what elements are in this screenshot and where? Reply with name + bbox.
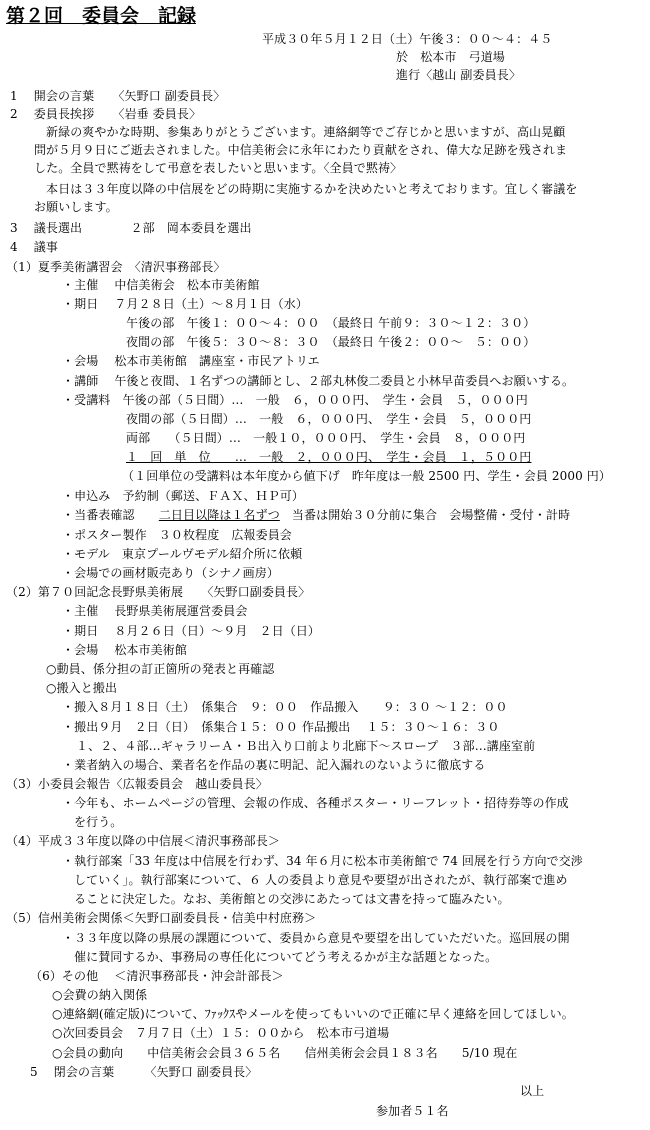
- s1-lecturer: ・講師 午後と夜間、１名ずつの講師とし、２部丸林俊二委員と小林早苗委員へお願いする。: [62, 374, 575, 388]
- s1-duty-detail: 当番は開始３０分前に集合 会場整備・受付・計時: [279, 508, 571, 522]
- s2-venue: ・会場 松本市美術館: [62, 643, 187, 657]
- s1-afternoon: 午後の部 午後１：００〜４：００ （最終日 午前９：３０〜１２：３０）: [126, 316, 536, 330]
- s4-line: ・執行部案「33 年度は中信展を行わず、34 年６月に松本市美術館で 74 回展を行う方向で交渉: [62, 854, 583, 868]
- s5-line: ・３３年度以降の県展の課題について、委員から意見や要望を出していただいた。巡回展の開: [62, 931, 570, 945]
- s1-period: ・期日 ７月２８日（土）〜８月１日（水）: [62, 297, 308, 311]
- s4-line: していく」。執行部案について、６ 人の委員より意見や要望が出されたが、執行部案で進め: [74, 873, 568, 887]
- s1-fee-row: 夜間の部（５日間）… 一般 ６，０００円、 学生・会員 ５，０００円: [126, 412, 532, 426]
- s2-label-note: ・業者納入の場合、業者名を作品の裏に明記、記入漏れのないように徹底する: [62, 758, 486, 772]
- page-title: 第２回 委員会 記録: [6, 5, 197, 27]
- s2-carry-in: ・搬入８月１８日（土） 係集合 ９：００ 作品搬入 ９：３０ 〜１２：００: [62, 700, 508, 714]
- section-1-heading: （1）夏季美術講習会 〈清沢事務部長〉: [6, 260, 226, 274]
- s1-evening: 夜間の部 午後５：３０〜８：３０ （最終日 午後２：００〜 ５：００）: [126, 335, 536, 349]
- s1-duty-emphasis: 二日目以降は１名ずつ: [158, 508, 280, 522]
- s1-poster: ・ポスター製作 ３０枚程度 広報委員会: [62, 528, 292, 542]
- attendee-count: 参加者５１名: [376, 1104, 449, 1118]
- item-chair-greeting: 2 委員長挨拶 〈岩垂 委員長〉: [10, 107, 202, 121]
- s1-venue: ・会場 松本市美術館 講座室・市民アトリエ: [62, 354, 320, 368]
- greeting-line: お願いします。: [34, 200, 118, 214]
- s3-line: ・今年も、ホームページの管理、会報の作成、各種ポスター・リーフレット・招待券等の作成: [62, 796, 569, 810]
- item-chair-election: 3 議長選出 ２部 岡本委員を選出: [10, 221, 252, 235]
- s6-fee: ○会費の納入関係: [52, 988, 148, 1002]
- section-2-heading: （2）第７０回記念長野県美術展 〈矢野口副委員長〉: [6, 585, 311, 599]
- s1-sale: ・会場での画材販売あり（シナノ画房）: [62, 566, 279, 580]
- s6-members: ○会員の動向 中信美術会会員３６５名 信州美術会会員１８３名 5/10 現在: [52, 1046, 518, 1060]
- s3-line: を行う。: [74, 815, 123, 829]
- s1-fee-row: 両部 （５日間）… 一般１０，０００円、 学生・会員 ８，０００円: [126, 431, 526, 445]
- s2-carry-out: ・搬出９月 ２日（日） 係集合１５：００ 作品搬出 １５：３０〜１６：３０: [62, 720, 500, 734]
- item-closing: 5 閉会の言葉 〈矢野口 副委員長〉: [30, 1065, 258, 1079]
- section-3-heading: （3）小委員会報告〈広報委員会 越山委員長〉: [6, 777, 268, 791]
- s2-mobilization: ○動員、係分担の訂正箇所の発表と再確認: [46, 662, 275, 676]
- item-opening: 1 開会の言葉 〈矢野口 副委員長〉: [10, 89, 226, 103]
- s1-fee-row: ・受講料 午後の部（５日間）… 一般 ６，０００円、 学生・会員 ５，０００円: [62, 393, 528, 407]
- s1-duty-label: ・当番表確認: [62, 508, 159, 522]
- s6-next-meeting: ○次回委員会 ７月７日（土）１５：００から 松本市弓道場: [52, 1026, 390, 1040]
- section-6-heading: （6）その他 ＜清沢事務部長・沖会計部長＞: [30, 969, 284, 983]
- item-agenda: 4 議事: [10, 240, 58, 254]
- greeting-line: 問が５月９日にご逝去されました。中信美術会に永年にわたり貢献をされ、偉大な足跡を残されま: [34, 143, 568, 157]
- s1-model: ・モデル 東京プールヴモデル紹介所に依頼: [62, 547, 303, 561]
- s1-fee-note: （１回単位の受講料は本年度から値下げ 昨年度は一般 2500 円、学生・会員 2000 円）: [122, 469, 611, 483]
- s4-line: ることに決定した。なお、美術館との交渉にあたっては文書を持って臨みたい。: [74, 892, 510, 906]
- s2-carry: ○搬入と搬出: [46, 681, 118, 695]
- meeting-date: 平成３０年５月１２日（土）午後３：００〜４：４５: [262, 32, 553, 46]
- s5-line: 催に賛同するか、事務局の専任化についてどう考えるかが主な話題となった。: [74, 950, 498, 964]
- s1-duty: [62, 506, 570, 524]
- meeting-venue: 於 松本市 弓道場: [396, 50, 505, 64]
- greeting-line: した。全員で黙祷をして弔意を表したいと思います。〈全員で黙祷〉: [34, 161, 403, 175]
- section-5-heading: （5）信州美術会関係＜矢野口副委員長・信美中村庶務＞: [6, 911, 317, 925]
- greeting-line: 本日は３３年度以降の中信展をどの時期に実施するかを決めたいと考えております。宜しく審議を: [46, 182, 578, 196]
- s6-contact: ○連絡網(確定版)について、ﾌｧｯｸｽやメールを使ってもいいので正確に早く連絡を回してほしい。: [52, 1007, 574, 1021]
- end-mark: 以上: [520, 1084, 545, 1098]
- s2-route: １、２、４部…ギャラリーＡ・Ｂ出入り口前より北廊下〜スロープ ３部…講座室前: [76, 739, 536, 753]
- section-4-heading: （4）平成３３年度以降の中信展＜清沢事務部長＞: [6, 834, 280, 848]
- greeting-line: 新緑の爽やかな時期、参集ありがとうございます。連絡網等でご存じかと思いますが、高山晃顧: [46, 125, 566, 139]
- s2-host: ・主催 長野県美術展運営委員会: [62, 604, 248, 618]
- s1-fee-row: １ 回 単 位 … 一般 ２，０００円、 学生・会員 １，５００円: [126, 450, 532, 464]
- meeting-chair: 進行〈越山 副委員長〉: [396, 68, 521, 82]
- s2-period: ・期日 ８月２６日（日）〜９月 ２日（日）: [62, 624, 321, 638]
- s1-host: ・主催 中信美術会 松本市美術館: [62, 278, 260, 292]
- s1-application: ・申込み 予約制（郵送、ＦＡＸ、ＨＰ可）: [62, 489, 305, 503]
